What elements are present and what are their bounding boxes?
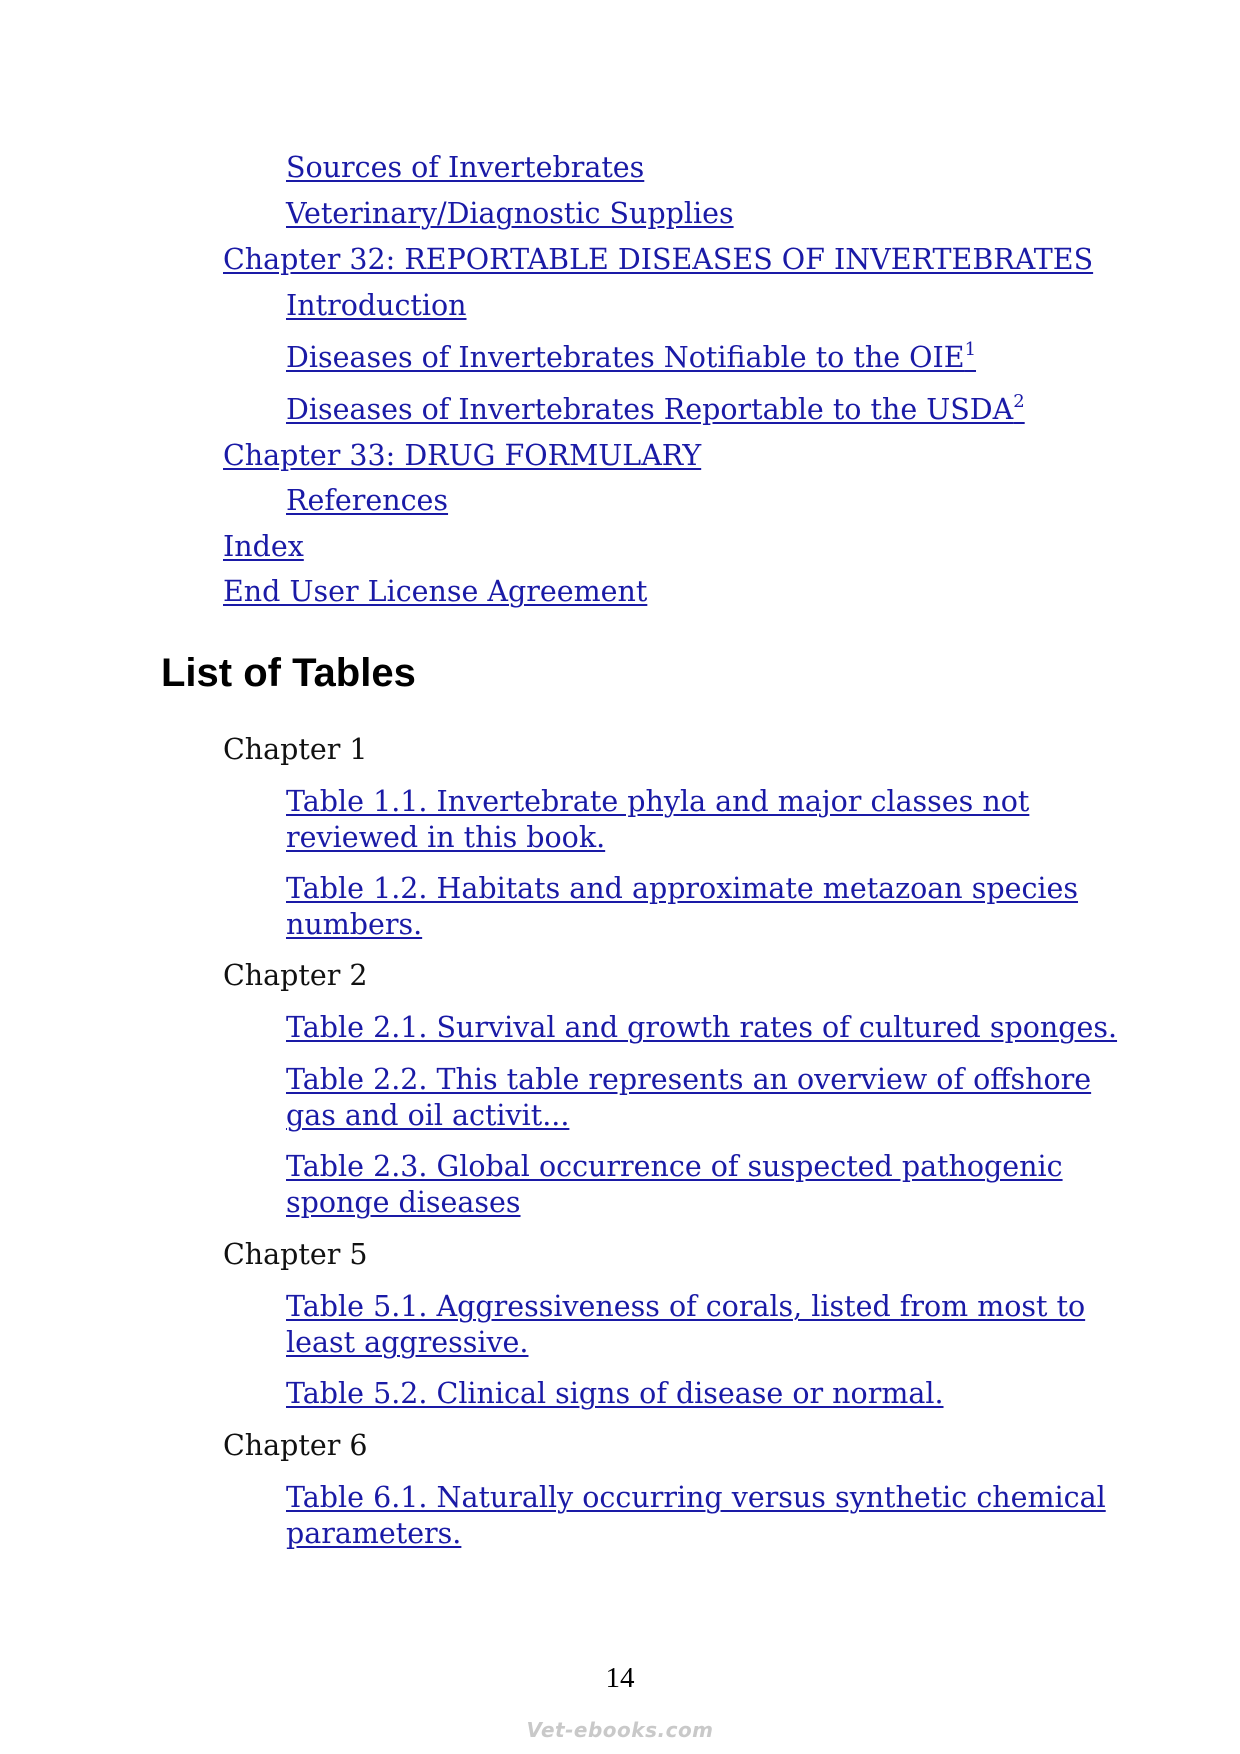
- toc-link-index[interactable]: Index: [223, 530, 304, 563]
- toc-link-sources-of-invertebrates[interactable]: Sources of Invertebrates: [286, 151, 645, 184]
- chapter-label-1: Chapter 1: [223, 733, 368, 766]
- table-link-5-1[interactable]: Table 5.1. Aggressiveness of corals, listed from most to least aggressive.: [286, 1290, 1086, 1359]
- watermark-logo: Vet-ebooks.com: [526, 1718, 714, 1742]
- toc-link-diseases-reportable-usda-text: Diseases of Invertebrates Reportable to the USDA: [286, 393, 1014, 426]
- list-of-tables-heading: List of Tables: [161, 651, 416, 695]
- toc-link-diseases-reportable-usda[interactable]: [286, 392, 1025, 428]
- toc-link-end-user-license-agreement[interactable]: End User License Agreement: [223, 575, 648, 608]
- table-link-6-1[interactable]: Table 6.1. Naturally occurring versus synthetic chemical parameters.: [286, 1481, 1106, 1550]
- table-link-2-2[interactable]: Table 2.2. This table represents an overview of offshore gas and oil activit...: [286, 1063, 1092, 1132]
- table-link-2-3[interactable]: Table 2.3. Global occurrence of suspected pathogenic sponge diseases: [286, 1150, 1063, 1219]
- toc-link-chapter-33[interactable]: Chapter 33: DRUG FORMULARY: [223, 439, 702, 472]
- footnote-marker: 1: [964, 339, 977, 360]
- page-number: 14: [605, 1662, 635, 1694]
- toc-link-veterinary-diagnostic-supplies[interactable]: Veterinary/Diagnostic Supplies: [286, 197, 734, 230]
- table-link-2-1[interactable]: Table 2.1. Survival and growth rates of cultured sponges.: [286, 1011, 1118, 1044]
- table-link-5-2[interactable]: Table 5.2. Clinical signs of disease or normal.: [286, 1377, 944, 1410]
- toc-link-chapter-32[interactable]: Chapter 32: REPORTABLE DISEASES OF INVERTEBRATES: [223, 243, 1094, 276]
- table-link-1-2[interactable]: Table 1.2. Habitats and approximate metazoan species numbers.: [286, 872, 1079, 941]
- toc-link-diseases-notifiable-oie-text: Diseases of Invertebrates Notifiable to the OIE: [286, 341, 965, 374]
- chapter-label-5: Chapter 5: [223, 1238, 368, 1271]
- chapter-label-2: Chapter 2: [223, 959, 368, 992]
- footnote-marker: 2: [1013, 391, 1025, 412]
- toc-link-introduction[interactable]: Introduction: [286, 289, 467, 322]
- chapter-label-6: Chapter 6: [223, 1429, 368, 1462]
- toc-link-references[interactable]: References: [286, 484, 449, 517]
- toc-link-diseases-notifiable-oie[interactable]: [286, 340, 976, 376]
- table-link-1-1[interactable]: Table 1.1. Invertebrate phyla and major classes not reviewed in this book.: [286, 785, 1030, 854]
